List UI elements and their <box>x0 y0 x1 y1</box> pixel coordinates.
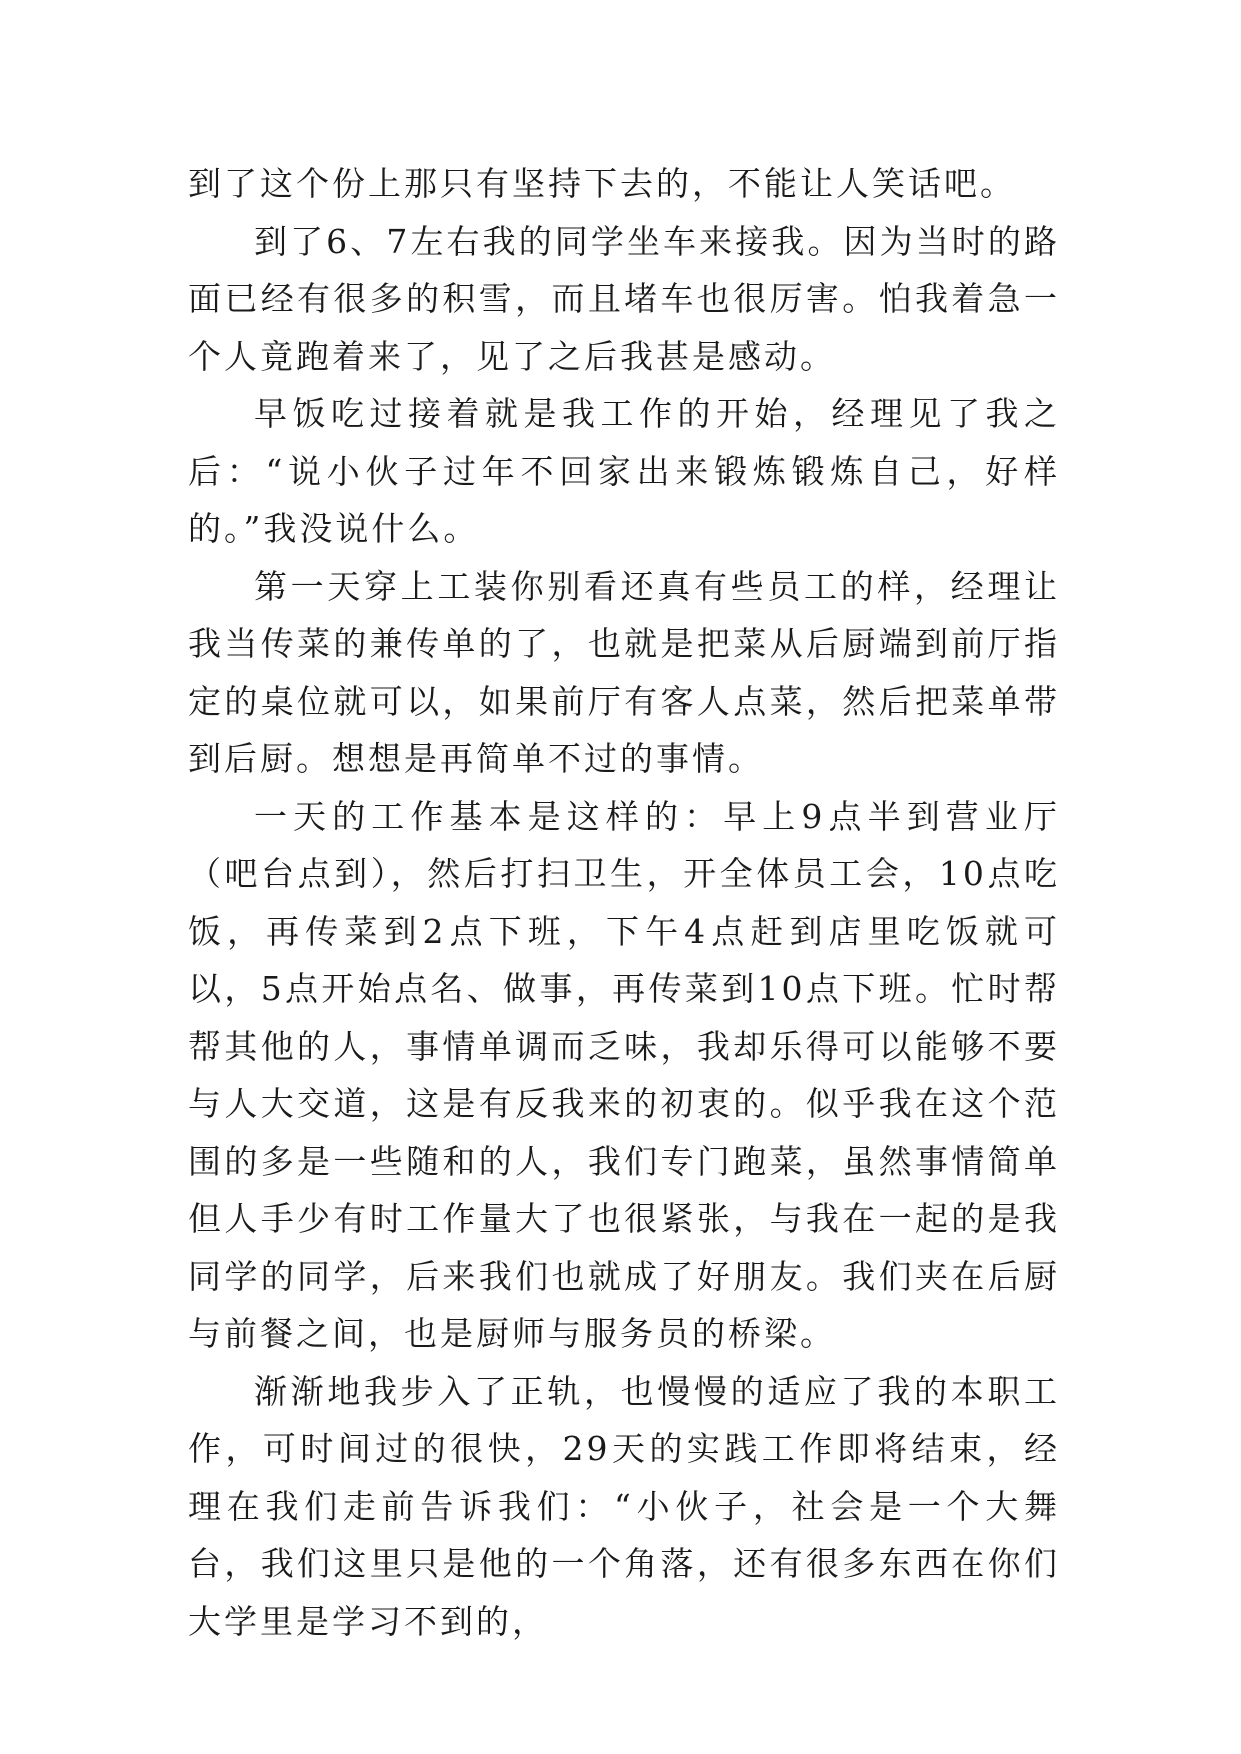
paragraph-classmate-pickup: 到了6、7左右我的同学坐车来接我。因为当时的路面已经有很多的积雪，而且堵车也很厉害。怕我着急一个人竟跑着来了，见了之后我甚是感动。 <box>188 221 1060 376</box>
paragraph-manager-greeting: 早饭吃过接着就是我工作的开始，经理见了我之后：“说小伙子过年不回家出来锻炼锻炼自己，好样的。”我没说什么。 <box>188 394 1060 548</box>
paragraph-daily-routine: 一天的工作基本是这样的：早上9点半到营业厅（吧台点到），然后打扫卫生，开全体员工会，10点吃饭，再传菜到2点下班，下午4点赶到店里吃饭就可以，5点开始点名、做事，再传菜到10点下班。忙时帮帮其他的人，事情单调而乏味，我却乐得可以能够不要与人大交道，这是有反我来的初衷的。似乎我在这个范围的多是一些随和的人，我们专门跑菜，虽然事情简单但人手少有时工作量大了也很紧张，与我在一起的是我同学的同学，后来我们也就成了好朋友。我们夹在后厨与前餐之间，也是厨师与服务员的桥梁。 <box>188 796 1060 1353</box>
paragraph-on-track: 渐渐地我步入了正轨，也慢慢的适应了我的本职工作，可时间过的很快，29天的实践工作即将结束，经理在我们走前告诉我们：“小伙子，社会是一个大舞台，我们这里只是他的一个角落，还有很多东西在你们大学里是学习不到的， <box>188 1371 1060 1641</box>
document-body <box>188 155 1060 1650</box>
paragraph-first-day: 第一天穿上工装你别看还真有些员工的样，经理让我当传菜的兼传单的了，也就是把菜从后厨端到前厅指定的桌位就可以，如果前厅有客人点菜，然后把菜单带到后厨。想想是再简单不过的事情。 <box>188 566 1060 778</box>
paragraph-continued: 到了这个份上那只有坚持下去的，不能让人笑话吧。 <box>188 164 1016 203</box>
